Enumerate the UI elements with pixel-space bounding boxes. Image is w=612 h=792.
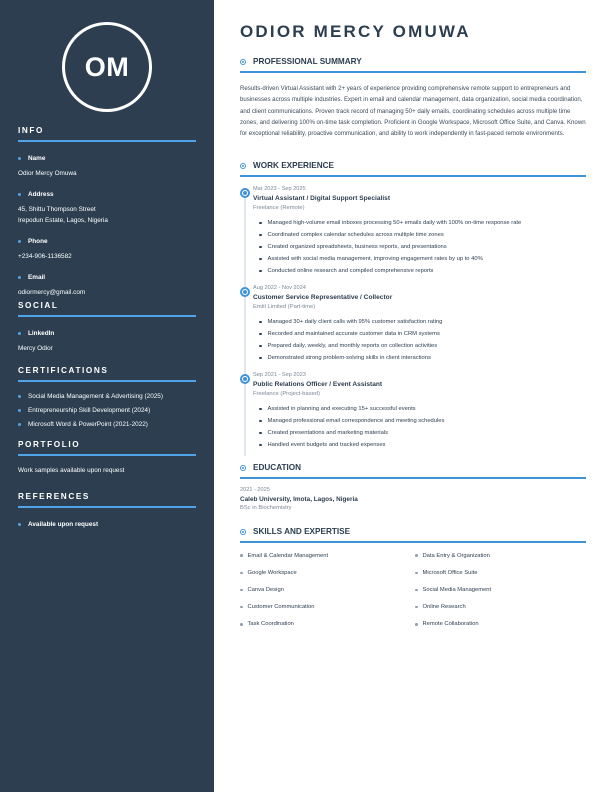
skill-text: Remote Collaboration <box>422 621 479 628</box>
bullet-icon <box>240 623 243 626</box>
bullet-icon <box>240 554 243 557</box>
job-title: Public Relations Officer / Event Assistant <box>253 381 383 388</box>
job-bullet-text: Demonstrated strong problem-solving skills in client interactions <box>267 355 431 361</box>
info-label: Name <box>28 155 46 162</box>
skill-item <box>240 604 415 611</box>
job-bullet-text: Prepared daily, weekly, and monthly reports on collection activities <box>267 343 438 349</box>
certification-item <box>18 407 196 414</box>
job-bullet-text: Managed 30+ daily client calls with 95% customer satisfaction rating <box>267 319 443 325</box>
job-bullet-text: Managed professional email correspondence and meeting schedules <box>267 418 445 424</box>
sidebar <box>0 0 214 792</box>
job-bullet-text: Created organized spreadsheets, business reports, and presentations <box>267 244 447 250</box>
info-item-phone <box>18 238 196 262</box>
bullet-icon <box>18 409 21 412</box>
job-bullet-text: Conducted online research and compiled comprehensive reports <box>267 268 434 274</box>
bullet-icon <box>415 606 418 609</box>
job-bullet-text: Recorded and maintained accurate customer data in CRM systems <box>267 331 440 337</box>
skill-item <box>415 621 586 628</box>
skill-text: Canva Design <box>247 586 284 593</box>
job-dates: Mar 2023 - Sep 2025 <box>253 186 306 192</box>
job-bullet <box>253 352 586 364</box>
job-bullet <box>253 439 586 451</box>
skills-heading: SKILLS AND EXPERTISE <box>253 527 351 536</box>
skill-item <box>240 621 415 628</box>
job-entry <box>240 186 586 277</box>
job-bullet <box>253 427 586 439</box>
bullet-icon <box>259 270 262 273</box>
bullet-icon <box>18 240 21 243</box>
portfolio-section <box>18 440 196 474</box>
bullet-icon <box>259 333 262 336</box>
job-org: Emtil Limited (Part-time) <box>253 304 316 310</box>
info-item-address <box>18 191 196 226</box>
job-entry <box>240 372 586 451</box>
job-bullet <box>253 265 586 277</box>
skill-item <box>240 569 415 576</box>
job-bullet-text: Assisted with social media management, improving engagement rates by up to 40% <box>267 256 483 262</box>
info-value-phone: +234-906-1136582 <box>18 253 72 260</box>
job-bullet <box>253 253 586 265</box>
summary-text: Results-driven Virtual Assistant with 2+ years of experience providing comprehensive remote support to entrepreneurs and businesses across multiple industries. Expert in email and calendar management, data organization, social media coordination, and client communications. Proven track record of managing 50+ daily emails, coordinating schedules across multiple time zones, and delivering 100% on-time task completion. Proficient in Google Workspace, Microsoft Office Suite, and Canva. Known for exceptional reliability, proactive communication, and ability to work independently in fast-paced remote environments. <box>240 85 586 138</box>
bullet-icon <box>18 523 21 526</box>
avatar-initials: OM <box>84 51 130 82</box>
bullet-icon <box>259 432 262 435</box>
skill-item <box>415 552 586 559</box>
portfolio-text: Work samples available upon request <box>18 467 125 474</box>
bullet-icon <box>259 258 262 261</box>
timeline-node-icon <box>240 287 250 297</box>
bullet-icon <box>240 589 243 592</box>
skill-item <box>415 586 586 593</box>
summary-heading: PROFESSIONAL SUMMARY <box>253 57 362 66</box>
bullet-icon <box>240 572 243 575</box>
skill-text: Google Workspace <box>247 569 297 576</box>
certifications-section <box>18 366 196 435</box>
summary-header <box>240 57 586 73</box>
job-org: Freelance (Remote) <box>253 205 305 211</box>
references-item <box>18 521 196 528</box>
candidate-name: ODIOR MERCY OMUWA <box>240 22 471 41</box>
job-bullet <box>253 229 586 241</box>
bullet-icon <box>259 408 262 411</box>
skill-text: Microsoft Office Suite <box>422 569 478 576</box>
references-text: Available upon request <box>28 521 99 528</box>
social-label: LinkedIn <box>28 330 55 337</box>
social-link-linkedin[interactable]: Mercy Odior <box>18 345 53 352</box>
experience-heading: WORK EXPERIENCE <box>253 161 334 170</box>
job-bullet <box>253 403 586 415</box>
skill-item <box>415 569 586 576</box>
certification-text: Social Media Management & Advertising (2025) <box>28 393 163 400</box>
social-heading: SOCIAL <box>18 301 196 317</box>
job-dates: Aug 2022 - Nov 2024 <box>253 285 306 291</box>
education-entry <box>240 487 586 511</box>
job-bullet-text: Created presentations and marketing materials <box>267 430 389 436</box>
section-marker-icon <box>240 59 246 65</box>
timeline-node-icon <box>240 188 250 198</box>
bullet-icon <box>259 444 262 447</box>
job-title: Customer Service Representative / Collector <box>253 294 393 301</box>
bullet-icon <box>259 321 262 324</box>
job-bullet-text: Handled event budgets and tracked expenses <box>267 442 386 448</box>
avatar <box>62 22 152 112</box>
skill-text: Data Entry & Organization <box>422 552 490 559</box>
certification-item <box>18 393 196 400</box>
social-item-linkedin <box>18 330 196 354</box>
info-item-name <box>18 155 196 179</box>
skill-text: Customer Communication <box>247 604 315 611</box>
info-value-name: Odior Mercy Omuwa <box>18 170 77 177</box>
bullet-icon <box>18 332 21 335</box>
job-bullet-text: Coordinated complex calendar schedules across multiple time zones <box>267 232 444 238</box>
info-value-email: odiormercy@gmail.com <box>18 289 86 296</box>
section-marker-icon <box>240 163 246 169</box>
info-heading: INFO <box>18 126 196 142</box>
certifications-heading: CERTIFICATIONS <box>18 366 196 382</box>
skill-text: Online Research <box>422 604 466 611</box>
skill-item <box>240 552 415 559</box>
job-bullet-text: Managed high-volume email inboxes processing 50+ emails daily with 100% on-time response rate <box>267 220 522 226</box>
info-label: Phone <box>28 238 48 245</box>
skills-grid <box>240 552 586 628</box>
job-bullet-text: Assisted in planning and executing 15+ successful events <box>267 406 416 412</box>
info-section <box>18 126 196 310</box>
bullet-icon <box>18 276 21 279</box>
education-heading: EDUCATION <box>253 463 302 472</box>
job-bullet <box>253 340 586 352</box>
job-bullet <box>253 217 586 229</box>
skills-header <box>240 527 586 543</box>
timeline-node-icon <box>240 374 250 384</box>
info-label: Address <box>28 191 54 198</box>
bullet-icon <box>415 554 418 557</box>
section-marker-icon <box>240 529 246 535</box>
bullet-icon <box>259 222 262 225</box>
job-bullet <box>253 328 586 340</box>
skill-text: Email & Calendar Management <box>247 552 329 559</box>
certification-text: Entrepreneurship Skill Development (2024) <box>28 407 151 414</box>
bullet-icon <box>415 589 418 592</box>
references-heading: REFERENCES <box>18 492 196 508</box>
bullet-icon <box>259 420 262 423</box>
education-dates: 2021 - 2025 <box>240 487 270 493</box>
bullet-icon <box>18 193 21 196</box>
experience-header <box>240 161 586 177</box>
bullet-icon <box>259 345 262 348</box>
education-degree: BSc in Biochemistry <box>240 505 292 511</box>
bullet-icon <box>259 246 262 249</box>
info-value-address: 45, Shittu Thompson Street Irepodun Estate, Lagos, Nigeria <box>18 206 108 224</box>
education-header <box>240 463 586 479</box>
references-section <box>18 492 196 528</box>
bullet-icon <box>18 395 21 398</box>
job-bullet <box>253 241 586 253</box>
info-item-email <box>18 274 196 298</box>
job-bullet <box>253 415 586 427</box>
job-title: Virtual Assistant / Digital Support Specialist <box>253 195 391 202</box>
bullet-icon <box>259 357 262 360</box>
job-org: Freelance (Project-based) <box>253 391 321 397</box>
bullet-icon <box>415 623 418 626</box>
bullet-icon <box>240 606 243 609</box>
job-bullet <box>253 316 586 328</box>
bullet-icon <box>415 572 418 575</box>
job-entry <box>240 285 586 364</box>
certification-text: Microsoft Word & PowerPoint (2021-2022) <box>28 421 148 428</box>
job-dates: Sep 2021 - Sep 2023 <box>253 372 306 378</box>
skill-item <box>240 586 415 593</box>
social-section <box>18 301 196 366</box>
info-label: Email <box>28 274 46 281</box>
bullet-icon <box>18 157 21 160</box>
certification-item <box>18 421 196 428</box>
skill-text: Social Media Management <box>422 586 492 593</box>
section-marker-icon <box>240 465 246 471</box>
skill-text: Task Coordination <box>247 621 294 628</box>
skill-item <box>415 604 586 611</box>
portfolio-heading: PORTFOLIO <box>18 440 196 456</box>
education-school: Caleb University, Imota, Lagos, Nigeria <box>240 496 358 503</box>
bullet-icon <box>259 234 262 237</box>
bullet-icon <box>18 423 21 426</box>
